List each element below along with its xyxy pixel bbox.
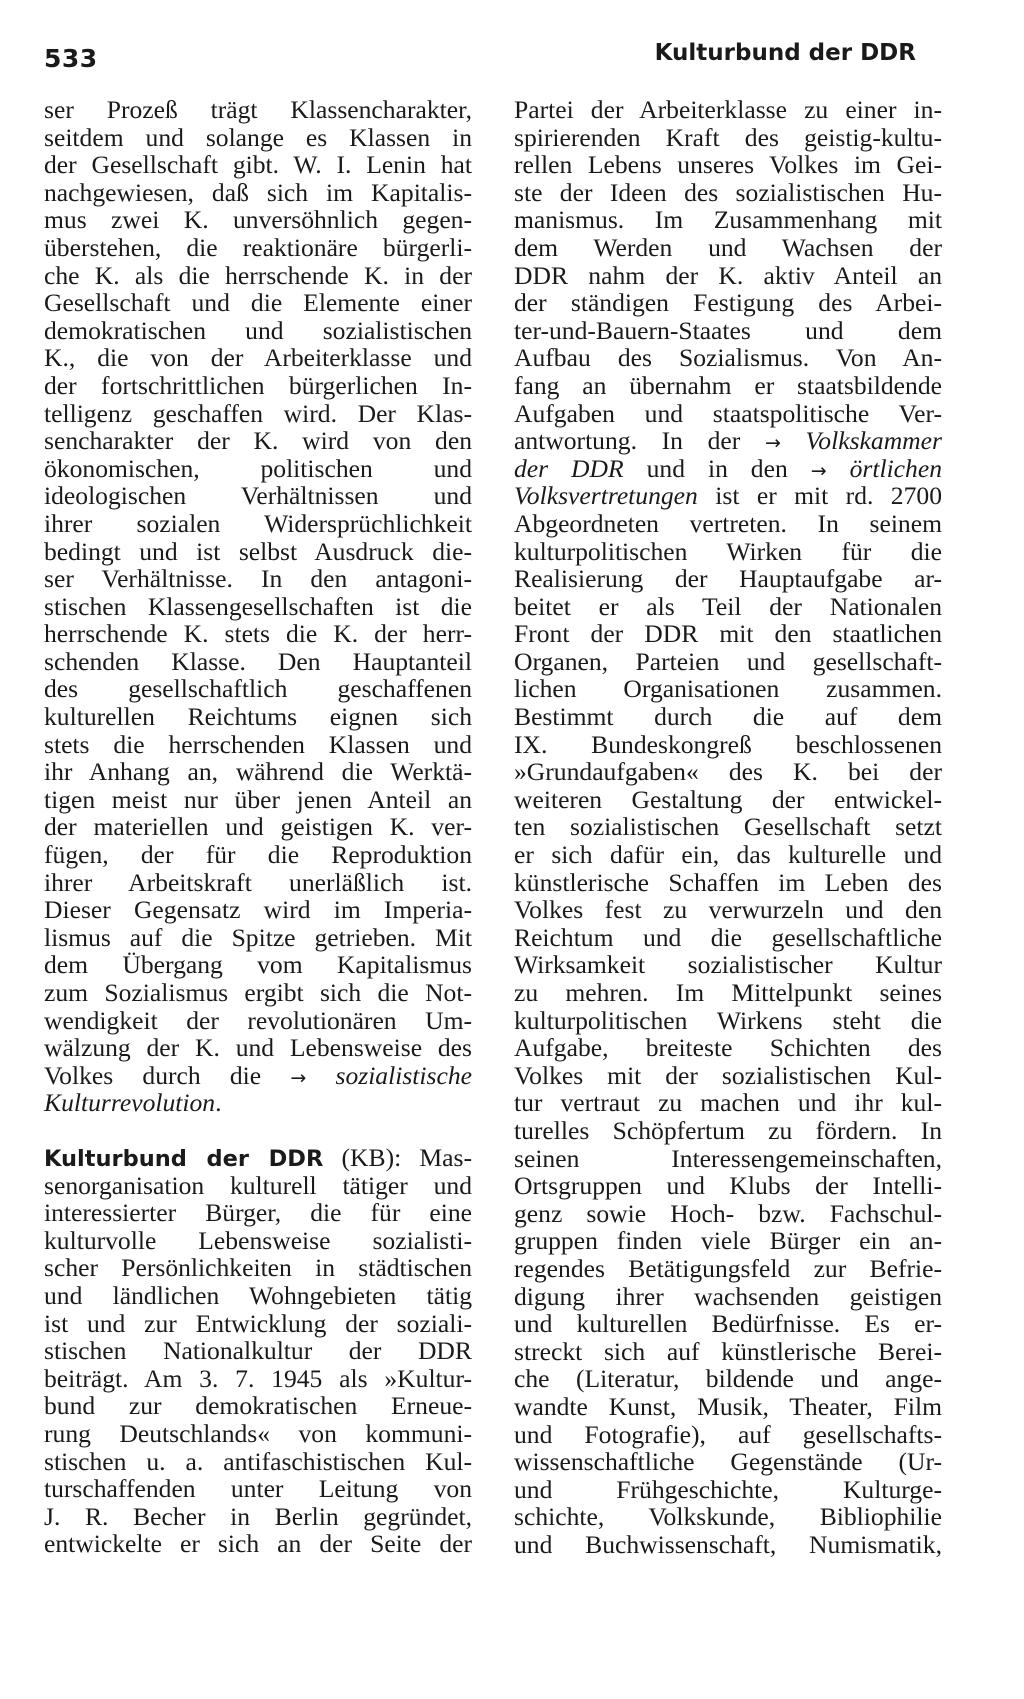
- line-text: .: [215, 1088, 222, 1118]
- text-line: turelles Schöpfertum zu fördern. In: [514, 1115, 942, 1145]
- text-line: »Grundaufgaben« des K. bei der: [514, 757, 942, 787]
- text-line: und kulturellen Bedürfnisse. Es er-: [514, 1309, 942, 1339]
- text-line: [514, 455, 942, 483]
- text-line: weiteren Gestaltung der entwickel-: [514, 784, 942, 814]
- text-line: wendigkeit der revolutionären Um-: [44, 1005, 472, 1035]
- text-line: dem Übergang vom Kapitalismus: [44, 950, 472, 980]
- text-line: stischen Nationalkultur der DDR: [44, 1336, 472, 1366]
- text-line: künstlerische Schaffen im Leben des: [514, 867, 942, 897]
- text-line: ökonomischen, politischen und: [44, 453, 472, 483]
- text-line: und Buchwissenschaft, Numismatik,: [514, 1529, 942, 1559]
- text-line: J. R. Becher in Berlin gegründet,: [44, 1501, 472, 1531]
- page-number: 533: [44, 44, 98, 73]
- text-line: schenden Klasse. Den Hauptanteil: [44, 646, 472, 676]
- text-line: der ständigen Festigung des Arbei-: [514, 288, 942, 318]
- text-line: ten sozialistischen Gesellschaft setzt: [514, 812, 942, 842]
- right-text-block-2: [514, 510, 942, 1559]
- text-line: stets die herrschenden Klassen und: [44, 729, 472, 759]
- text-line: sencharakter der K. wird von den: [44, 426, 472, 456]
- text-line: ste der Ideen des sozialistischen Hu-: [514, 177, 942, 207]
- text-line: Aufbau des Sozialismus. Von An-: [514, 343, 942, 373]
- text-line: Volkes mit der sozialistischen Kul-: [514, 1060, 942, 1090]
- text-line: demokratischen und sozialistischen: [44, 315, 472, 345]
- text-line: [44, 1089, 472, 1117]
- text-line: [514, 427, 942, 455]
- text-line: Abgeordneten vertreten. In seinem: [514, 508, 942, 538]
- text-line: kulturpolitischen Wirken für die: [514, 536, 942, 566]
- text-line: herrschende K. stets die K. der herr-: [44, 619, 472, 649]
- text-line: seitdem und solange es Klassen in: [44, 122, 472, 152]
- text-line: ter-und-Bauern-Staates und dem: [514, 315, 942, 345]
- running-title: Kulturbund der DDR: [654, 40, 916, 66]
- text-line: IX. Bundeskongreß beschlossenen: [514, 729, 942, 759]
- text-line: stischen u. a. antifaschistischen Kul-: [44, 1446, 472, 1476]
- text-line: zum Sozialismus ergibt sich die Not-: [44, 978, 472, 1007]
- right-column: [514, 96, 942, 1558]
- cross-reference-link[interactable]: sozialistische: [335, 1060, 472, 1090]
- text-line: Aufgaben und staatspolitische Ver-: [514, 398, 942, 428]
- text-line: telligenz geschaffen wird. Der Klas-: [44, 398, 472, 428]
- text-line: und Fotografie), auf gesellschafts-: [514, 1419, 942, 1449]
- text-line: dem Werden und Wachsen der: [514, 232, 942, 262]
- text-line: wandte Kunst, Musik, Theater, Film: [514, 1391, 942, 1421]
- text-line: Bestimmt durch die auf dem: [514, 702, 942, 732]
- right-text-block-1: [514, 96, 942, 427]
- entry-abbreviation: (KB): Mas-: [323, 1142, 472, 1172]
- text-line: Organen, Parteien und gesellschaft-: [514, 646, 942, 676]
- text-line: gruppen finden viele Bürger ein an-: [514, 1226, 942, 1256]
- line-text: ist er mit rd. 2700: [697, 481, 942, 511]
- arrow-icon: →: [810, 459, 827, 482]
- text-line: Gesellschaft und die Elemente einer: [44, 288, 472, 318]
- text-line: beitet er als Teil der Nationalen: [514, 591, 942, 621]
- text-line: Wirksamkeit sozialistischer Kultur: [514, 950, 942, 980]
- text-line: senorganisation kulturell tätiger und: [44, 1170, 472, 1200]
- text-line: ist und zur Entwicklung der soziali-: [44, 1308, 472, 1338]
- text-line: scher Persönlichkeiten in städtischen: [44, 1253, 472, 1283]
- text-line: der fortschrittlichen bürgerlichen In-: [44, 370, 472, 400]
- text-line: wissenschaftliche Gegenstände (Ur-: [514, 1447, 942, 1477]
- text-line: fügen, der für die Reproduktion: [44, 840, 472, 870]
- text-line: schichte, Volkskunde, Bibliophilie: [514, 1502, 942, 1532]
- text-line: überstehen, die reaktionäre bürgerli-: [44, 232, 472, 262]
- text-line: Partei der Arbeiterklasse zu einer in-: [514, 95, 942, 124]
- text-line: lichen Organisationen zusammen.: [514, 674, 942, 704]
- entry-separator: [44, 1117, 472, 1144]
- text-line: nachgewiesen, daß sich im Kapitalis-: [44, 177, 472, 207]
- cross-reference-link[interactable]: örtlichen: [849, 453, 942, 483]
- text-line: che (Literatur, bildende und ange-: [514, 1364, 942, 1394]
- text-line: streckt sich auf künstlerische Berei-: [514, 1336, 942, 1366]
- text-line: spirierenden Kraft des geistig-kultu-: [514, 122, 942, 152]
- text-line: ihrer Arbeitskraft unerläßlich ist.: [44, 867, 472, 897]
- text-line: kulturpolitischen Wirkens steht die: [514, 1005, 942, 1035]
- entry-first-line: [44, 1144, 472, 1172]
- text-line: digung ihrer wachsenden geistigen: [514, 1281, 942, 1311]
- text-line: entwickelte er sich an der Seite der: [44, 1529, 472, 1559]
- text-line: der Gesellschaft gibt. W. I. Lenin hat: [44, 150, 472, 180]
- text-line: [44, 1062, 472, 1090]
- text-line: rung Deutschlands« von kommuni-: [44, 1418, 472, 1448]
- cross-reference-link[interactable]: Volksvertretungen: [514, 481, 698, 511]
- text-line: er sich dafür ein, das kulturelle und: [514, 840, 942, 870]
- left-text-block-2: [44, 1172, 472, 1558]
- text-line: regendes Betätigungsfeld zur Befrie-: [514, 1253, 942, 1283]
- text-line: der materiellen und geistigen K. ver-: [44, 812, 472, 842]
- left-text-block-1: [44, 96, 472, 1062]
- cross-reference-link[interactable]: der DDR: [514, 453, 624, 483]
- text-line: manismus. Im Zusammenhang mit: [514, 205, 942, 235]
- text-line: Reichtum und die gesellschaftliche: [514, 922, 942, 952]
- text-line: Ortsgruppen und Klubs der Intelli-: [514, 1171, 942, 1201]
- left-column: [44, 96, 472, 1558]
- text-line: bund zur demokratischen Erneue-: [44, 1391, 472, 1421]
- cross-reference-link[interactable]: Volkskammer: [805, 426, 942, 456]
- cross-reference-link[interactable]: Kulturrevolution: [44, 1088, 216, 1118]
- text-line: bedingt und ist selbst Ausdruck die-: [44, 536, 472, 566]
- text-line: rellen Lebens unseres Volkes im Gei-: [514, 150, 942, 180]
- text-line: Dieser Gegensatz wird im Imperia-: [44, 895, 472, 925]
- text-line: K., die von der Arbeiterklasse und: [44, 343, 472, 373]
- text-line: wälzung der K. und Lebensweise des: [44, 1033, 472, 1063]
- text-line: Realisierung der Hauptaufgabe ar-: [514, 564, 942, 594]
- text-line: des gesellschaftlich geschaffenen: [44, 674, 472, 704]
- text-line: DDR nahm der K. aktiv Anteil an: [514, 260, 942, 290]
- text-line: kulturellen Reichtums eignen sich: [44, 702, 472, 732]
- text-line: Front der DDR mit den staatlichen: [514, 619, 942, 649]
- text-line: zu mehren. Im Mittelpunkt seines: [514, 978, 942, 1007]
- text-line: Volkes fest zu verwurzeln und den: [514, 895, 942, 925]
- line-text: und in den: [623, 453, 811, 483]
- text-line: ihrer sozialen Widersprüchlichkeit: [44, 508, 472, 538]
- text-line: Aufgabe, breiteste Schichten des: [514, 1033, 942, 1063]
- text-line: ser Prozeß trägt Klassencharakter,: [44, 95, 472, 124]
- text-line: tigen meist nur über jenen Anteil an: [44, 784, 472, 814]
- text-line: ser Verhältnisse. In den antagoni-: [44, 564, 472, 594]
- arrow-icon: →: [764, 432, 781, 455]
- text-line: seinen Interessengemeinschaften,: [514, 1143, 942, 1173]
- text-line: tur vertraut zu machen und ihr kul-: [514, 1088, 942, 1118]
- text-line: beiträgt. Am 3. 7. 1945 als »Kultur-: [44, 1363, 472, 1393]
- text-line: ihr Anhang an, während die Werktä-: [44, 757, 472, 787]
- text-line: kulturvolle Lebensweise sozialisti-: [44, 1225, 472, 1255]
- text-line: interessierter Bürger, die für eine: [44, 1198, 472, 1228]
- line-text: Volkes durch die: [44, 1060, 262, 1090]
- arrow-icon: →: [290, 1066, 307, 1089]
- text-line: stischen Klassengesellschaften ist die: [44, 591, 472, 621]
- text-line: mus zwei K. unversöhnlich gegen-: [44, 205, 472, 235]
- text-line: und Frühgeschichte, Kulturge-: [514, 1474, 942, 1504]
- text-line: und ländlichen Wohngebieten tätig: [44, 1280, 472, 1310]
- line-text: antwortung. In der: [514, 426, 741, 456]
- text-line: turschaffenden unter Leitung von: [44, 1474, 472, 1504]
- text-line: fang an übernahm er staatsbildende: [514, 370, 942, 400]
- text-line: ideologischen Verhältnissen und: [44, 481, 472, 511]
- text-line: [514, 482, 942, 510]
- entry-headword: Kulturbund der DDR: [44, 1145, 324, 1172]
- text-line: genz sowie Hoch- bzw. Fachschul-: [514, 1198, 942, 1228]
- text-line: lismus auf die Spitze getrieben. Mit: [44, 922, 472, 952]
- text-line: che K. als die herrschende K. in der: [44, 260, 472, 290]
